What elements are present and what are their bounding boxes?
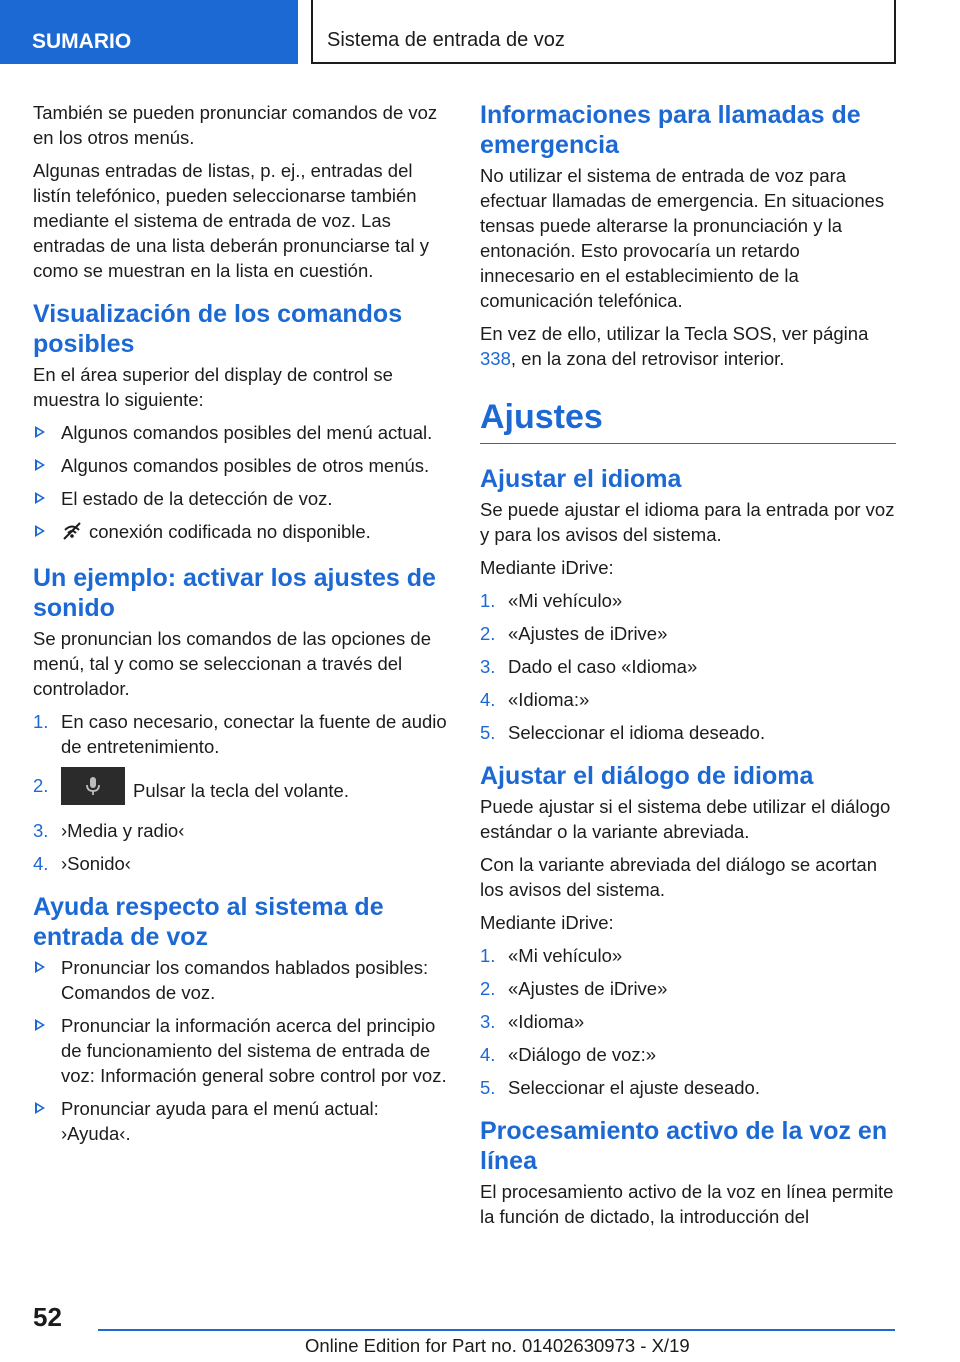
paragraph: Con la variante abreviada del diálogo se acortan los avisos del sistema. xyxy=(480,854,877,900)
step-number: 3. xyxy=(33,820,49,841)
list-item xyxy=(480,687,896,712)
step-number: 2. xyxy=(480,623,496,644)
list-item-text: Algunos comandos posibles de otros menús. xyxy=(61,455,430,476)
paragraph: El procesamiento activo de la voz en línea permite la función de dictado, la introducción del xyxy=(480,1181,894,1227)
step-number: 4. xyxy=(33,853,49,874)
step-number: 1. xyxy=(480,945,496,966)
microphone-key-icon xyxy=(61,767,125,805)
list-item-text: Algunos comandos posibles del menú actual. xyxy=(61,422,433,443)
list-item xyxy=(33,420,447,445)
text-fragment: En vez de ello, utilizar la Tecla SOS, ver página xyxy=(480,323,869,344)
list-item-text: Seleccionar el idioma deseado. xyxy=(508,722,766,743)
step-number: 4. xyxy=(480,1044,496,1065)
numbered-list xyxy=(480,588,896,745)
step-number: 1. xyxy=(480,590,496,611)
list-item-text: Pronunciar ayuda para el menú actual: ›Ayuda‹. xyxy=(61,1098,379,1144)
section-heading: Visualización de los comandos posibles xyxy=(33,300,403,358)
triangle-bullet-icon xyxy=(35,492,45,504)
paragraph: En el área superior del display de control se muestra lo siguiente: xyxy=(33,364,393,410)
list-item xyxy=(33,818,447,843)
step-number: 1. xyxy=(33,711,49,732)
section-heading: Ayuda respecto al sistema de entrada de voz xyxy=(33,893,384,951)
list-item xyxy=(480,720,896,745)
list-item-text: Dado el caso «Idioma» xyxy=(508,656,698,677)
step-number: 4. xyxy=(480,689,496,710)
triangle-bullet-icon xyxy=(35,1019,45,1031)
section-heading: Un ejemplo: activar los ajustes de sonido xyxy=(33,564,436,622)
list-item xyxy=(480,976,896,1001)
list-item xyxy=(480,943,896,968)
triangle-bullet-icon xyxy=(35,961,45,973)
step-number: 3. xyxy=(480,1011,496,1032)
list-item-text: ›Sonido‹ xyxy=(61,853,131,874)
page-number: 52 xyxy=(33,1302,62,1332)
triangle-bullet-icon xyxy=(35,459,45,471)
text-fragment: , en la zona del retrovisor interior. xyxy=(510,348,785,369)
list-item xyxy=(33,486,447,511)
list-item-text: «Diálogo de voz:» xyxy=(508,1044,657,1065)
paragraph: Se puede ajustar el idioma para la entrada por voz y para los avisos del sistema. xyxy=(480,499,895,545)
page-link[interactable]: 338 xyxy=(480,348,511,369)
paragraph: No utilizar el sistema de entrada de voz para efectuar llamadas de emergencia. En situaciones tensas puede alterarse la pronunciación y la entonación. Esto provocaría un retardo innecesario en el establecimiento de la comunicación telefónica. xyxy=(480,165,885,311)
list-item xyxy=(33,453,447,478)
left-column xyxy=(33,100,447,1154)
section-heading: Ajustar el idioma xyxy=(480,465,682,493)
list-item-text: «Idioma» xyxy=(508,1011,585,1032)
triangle-bullet-icon xyxy=(35,1102,45,1114)
list-item-text: Pronunciar los comandos hablados posibles: Comandos de voz. xyxy=(61,957,429,1003)
list-item xyxy=(33,955,447,1005)
right-column xyxy=(480,100,896,1237)
list-item xyxy=(480,654,896,679)
section-header: Sistema de entrada de voz xyxy=(311,0,896,64)
step-number: 2. xyxy=(480,978,496,999)
crossed-connection-icon xyxy=(61,521,83,547)
triangle-bullet-icon xyxy=(35,426,45,438)
list-item-text: «Ajustes de iDrive» xyxy=(508,623,668,644)
section-heading: Ajustar el diálogo de idioma xyxy=(480,762,814,790)
list-item xyxy=(33,709,447,759)
list-item-text: «Ajustes de iDrive» xyxy=(508,978,668,999)
footer-edition: Online Edition for Part no. 01402630973 - X/19 xyxy=(305,1335,690,1356)
paragraph: Mediante iDrive: xyxy=(480,912,614,933)
list-item xyxy=(33,519,447,547)
bullet-list xyxy=(33,955,447,1146)
list-item-text: Seleccionar el ajuste deseado. xyxy=(508,1077,760,1098)
triangle-bullet-icon xyxy=(35,525,45,537)
chapter-heading: Ajustes xyxy=(480,397,896,444)
list-item-text: Pronunciar la información acerca del principio de funcionamiento del sistema de entrada de voz: Información general sobre control por voz. xyxy=(61,1015,447,1086)
paragraph: Se pronuncian los comandos de las opciones de menú, tal y como se seleccionan a través del controlador. xyxy=(33,628,432,699)
list-item xyxy=(480,588,896,613)
list-item-text: conexión codificada no disponible. xyxy=(89,521,371,542)
section-heading: Informaciones para llamadas de emergencia xyxy=(480,101,861,159)
footer-divider xyxy=(98,1329,895,1331)
paragraph: Algunas entradas de listas, p. ej., entradas del listín telefónico, pueden seleccionarse también mediante el sistema de entrada de voz. Las entradas de una lista deberán pronunciarse tal y como se muestran en la lista en cuestión. xyxy=(33,160,429,281)
step-number: 2. xyxy=(33,775,49,796)
paragraph: Mediante iDrive: xyxy=(480,557,614,578)
step-number: 5. xyxy=(480,1077,496,1098)
numbered-list xyxy=(480,943,896,1100)
list-item xyxy=(480,1009,896,1034)
list-item xyxy=(480,1075,896,1100)
paragraph: Puede ajustar si el sistema debe utilizar el diálogo estándar o la variante abreviada. xyxy=(480,796,891,842)
list-item-text: El estado de la detección de voz. xyxy=(61,488,333,509)
list-item-text: «Idioma:» xyxy=(508,689,590,710)
list-item-text: ›Media y radio‹ xyxy=(61,820,185,841)
list-item xyxy=(33,1096,447,1146)
list-item xyxy=(33,851,447,876)
toc-tab[interactable]: SUMARIO xyxy=(0,0,298,64)
list-item-text: «Mi vehículo» xyxy=(508,945,623,966)
list-item xyxy=(33,767,447,810)
section-heading: Procesamiento activo de la voz en línea xyxy=(480,1117,888,1175)
paragraph: También se pueden pronunciar comandos de voz en los otros menús. xyxy=(33,102,438,148)
paragraph xyxy=(480,321,896,371)
list-item-text: En caso necesario, conectar la fuente de audio de entretenimiento. xyxy=(61,711,447,757)
numbered-list xyxy=(33,709,447,876)
bullet-list xyxy=(33,420,447,547)
list-item xyxy=(480,1042,896,1067)
list-item xyxy=(33,1013,447,1088)
step-number: 5. xyxy=(480,722,496,743)
list-item-text: Pulsar la tecla del volante. xyxy=(133,780,349,801)
list-item-text: «Mi vehículo» xyxy=(508,590,623,611)
step-number: 3. xyxy=(480,656,496,677)
list-item xyxy=(480,621,896,646)
